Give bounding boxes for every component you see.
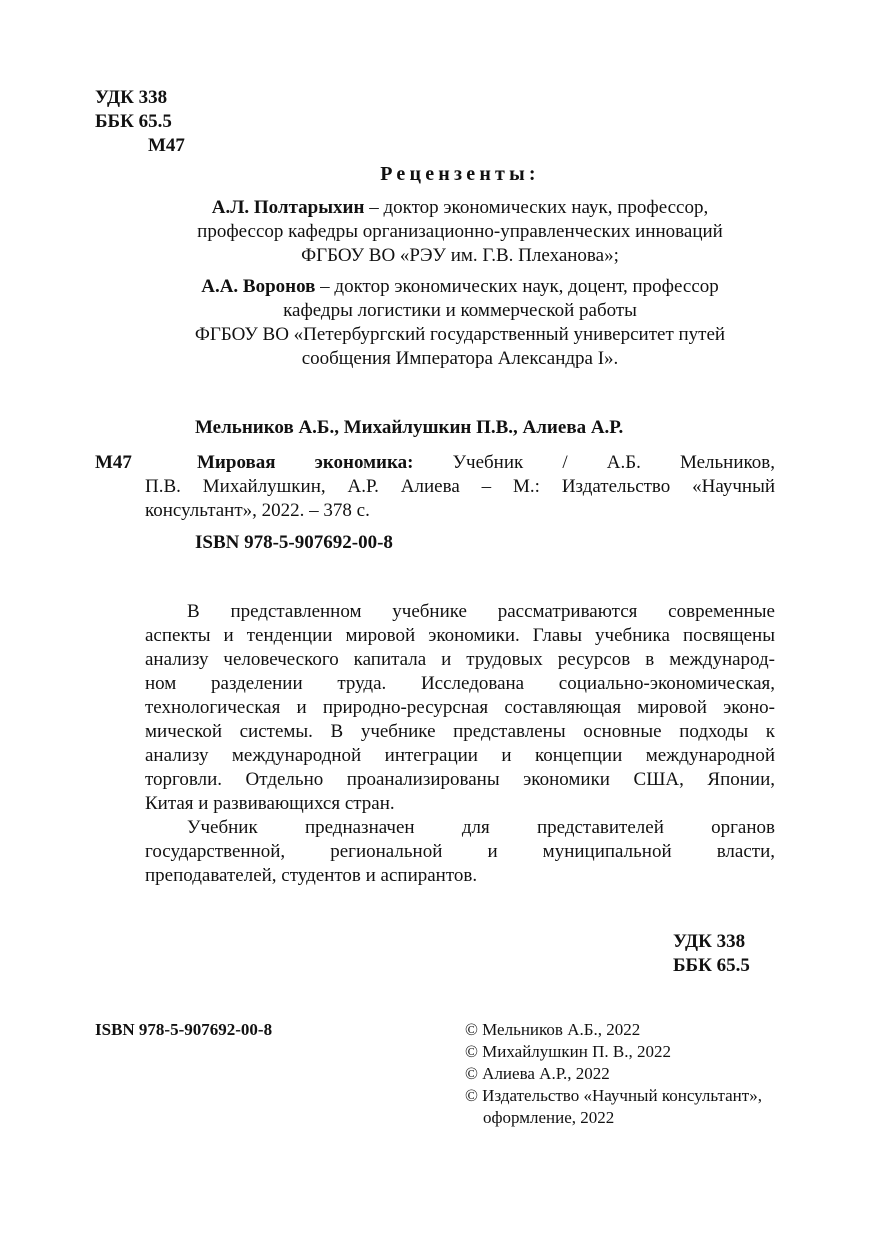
bbk-code: ББК 65.5	[95, 111, 172, 132]
isbn-main: ISBN 978-5-907692-00-8	[195, 532, 393, 553]
reviewer-2-name: А.А. Воронов	[201, 276, 316, 297]
reviewer-2-line-2: кафедры логистики и коммерческой работы	[283, 300, 637, 321]
copyright-line: оформление, 2022	[483, 1108, 615, 1127]
abstract-line: Учебник предназначен для представителей органов	[187, 817, 775, 838]
abstract-line: мической системы. В учебнике представлены основные подходы к	[145, 721, 775, 742]
biblio-line-1-rest: Учебник / А.Б. Мельников,	[413, 452, 775, 473]
abstract-line: анализу человеческого капитала и трудовых ресурсов в международ-	[145, 649, 775, 670]
reviewers-heading: Рецензенты:	[380, 163, 540, 185]
reviewer-1-line-2: профессор кафедры организационно-управленческих инноваций	[197, 221, 723, 242]
abstract-text	[145, 600, 775, 888]
bibliography-author-mark: М47	[95, 452, 132, 473]
reviewer-entry-2	[145, 275, 775, 371]
reviewer-entry-1	[145, 196, 775, 268]
reviewer-2-line-3: ФГБОУ ВО «Петербургский государственный университет путей	[194, 324, 726, 345]
bbk-code-bottom: ББК 65.5	[673, 955, 750, 976]
book-title: Мировая экономика:	[197, 452, 414, 473]
isbn-footer: ISBN 978-5-907692-00-8	[95, 1020, 273, 1039]
abstract-line: Китая и развивающихся стран.	[145, 793, 395, 814]
abstract-line: торговли. Отдельно проанализированы экономики США, Японии,	[145, 769, 775, 790]
reviewer-1-name: А.Л. Полтарыхин	[211, 197, 365, 218]
copyright-line: © Михайлушкин П. В., 2022	[465, 1042, 671, 1061]
book-authors: Мельников А.Б., Михайлушкин П.В., Алиева А.Р.	[195, 417, 624, 438]
reviewer-2-line-1	[145, 275, 775, 299]
copyright-block	[465, 1018, 805, 1128]
classification-codes-bottom	[673, 930, 823, 978]
reviewer-1-line-1	[145, 196, 775, 220]
reviewer-1-degree: – доктор экономических наук, профессор,	[364, 197, 709, 218]
abstract-line: технологическая и природно-ресурсная составляющая мировой эконо-	[145, 697, 775, 718]
reviewer-1-line-3: ФГБОУ ВО «РЭУ им. Г.В. Плеханова»;	[301, 245, 619, 266]
abstract-line: В представленном учебнике рассматриваются современные	[187, 601, 775, 622]
biblio-line-1	[145, 451, 775, 475]
copyright-line: © Издательство «Научный консультант»,	[465, 1086, 762, 1105]
reviewer-2-degree: – доктор экономических наук, доцент, профессор	[315, 276, 719, 297]
abstract-line: преподавателей, студентов и аспирантов.	[145, 865, 478, 886]
udk-code: УДК 338	[95, 87, 168, 108]
classification-codes-top	[95, 86, 295, 158]
copyright-line: © Мельников А.Б., 2022	[465, 1020, 641, 1039]
copyright-line: © Алиева А.Р., 2022	[465, 1064, 610, 1083]
abstract-line: ном разделении труда. Исследована социально-экономическая,	[145, 673, 775, 694]
author-mark-code: М47	[148, 135, 185, 156]
udk-code-bottom: УДК 338	[673, 931, 746, 952]
abstract-line: аспекты и тенденции мировой экономики. Главы учебника посвящены	[145, 625, 775, 646]
biblio-line-2: П.В. Михайлушкин, А.Р. Алиева – М.: Издательство «Научный	[145, 476, 775, 497]
reviewer-2-line-4: сообщения Императора Александра I».	[301, 348, 619, 369]
abstract-line: анализу международной интеграции и концепции международной	[145, 745, 775, 766]
bibliographic-description	[145, 451, 775, 523]
abstract-line: государственной, региональной и муниципальной власти,	[145, 841, 775, 862]
biblio-line-3: консультант», 2022. – 378 с.	[145, 500, 370, 521]
